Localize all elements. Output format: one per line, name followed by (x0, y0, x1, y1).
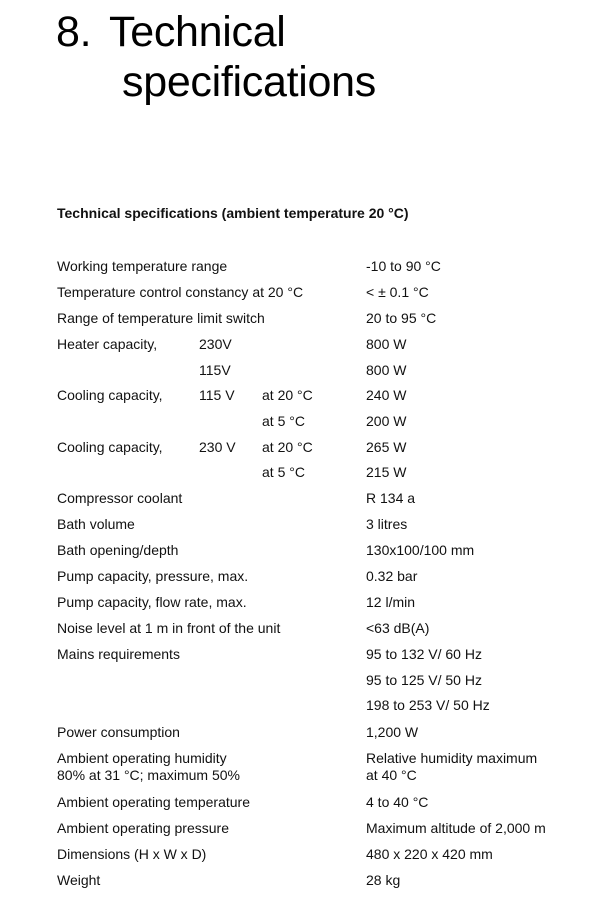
spec-label-pump-pressure: Pump capacity, pressure, max. (57, 568, 249, 584)
section-number: 8. (56, 8, 92, 56)
spec-value-coolant: R 134 a (366, 490, 416, 506)
spec-label-dimensions: Dimensions (H x W x D) (57, 846, 207, 862)
spec-cooling-115-temp-20: at 20 °C (262, 387, 313, 403)
spec-label-weight: Weight (57, 872, 101, 888)
spec-value-power: 1,200 W (366, 724, 419, 740)
spec-cooling-115-voltage: 115 V (199, 387, 235, 403)
spec-label-heater: Heater capacity, (57, 336, 158, 352)
spec-value-cooling-115-5: 200 W (366, 413, 407, 429)
spec-value-humidity-line1: Relative humidity maximum (366, 750, 538, 766)
spec-label-limit-switch: Range of temperature limit switch (57, 310, 265, 326)
spec-label-power: Power consumption (57, 724, 180, 740)
spec-label-ambient-pressure: Ambient operating pressure (57, 820, 229, 836)
spec-value-working-temp: -10 to 90 °C (366, 258, 441, 274)
spec-value-bath-volume: 3 litres (366, 516, 408, 532)
spec-cooling-230-temp-20: at 20 °C (262, 439, 313, 455)
spec-label-noise: Noise level at 1 m in front of the unit (57, 620, 281, 636)
spec-label-coolant: Compressor coolant (57, 490, 183, 506)
spec-value-limit-switch: 20 to 95 °C (366, 310, 437, 326)
spec-value-cooling-230-20: 265 W (366, 439, 407, 455)
spec-value-heater-115: 800 W (366, 362, 407, 378)
spec-label-bath-opening: Bath opening/depth (57, 542, 179, 558)
spec-label-cooling-230: Cooling capacity, (57, 439, 163, 455)
spec-label-cooling-115: Cooling capacity, (57, 387, 163, 403)
spec-heater-voltage-115: 115V (199, 362, 231, 378)
spec-cooling-230-temp-5: at 5 °C (262, 464, 305, 480)
page-title-line2: specifications (122, 58, 376, 106)
spec-label-working-temp: Working temperature range (57, 258, 228, 274)
spec-label-control-constancy: Temperature control constancy at 20 °C (57, 284, 304, 300)
table-heading: Technical specifications (ambient temperature 20 °C) (57, 205, 409, 221)
spec-heater-voltage-230: 230V (199, 336, 232, 352)
spec-value-pump-flow: 12 l/min (366, 594, 416, 610)
spec-value-ambient-temp: 4 to 40 °C (366, 794, 429, 810)
spec-cooling-115-temp-5: at 5 °C (262, 413, 305, 429)
spec-value-cooling-230-5: 215 W (366, 464, 407, 480)
spec-value-bath-opening: 130x100/100 mm (366, 542, 475, 558)
spec-value-heater-230: 800 W (366, 336, 407, 352)
page-title-line1: Technical (109, 8, 286, 56)
spec-value-dimensions: 480 x 220 x 420 mm (366, 846, 493, 862)
spec-value-humidity-line2: at 40 °C (366, 767, 417, 783)
spec-value-ambient-pressure: Maximum altitude of 2,000 m (366, 820, 546, 836)
spec-label-bath-volume: Bath volume (57, 516, 135, 532)
spec-value-control-constancy: < ± 0.1 °C (366, 284, 429, 300)
spec-value-pump-pressure: 0.32 bar (366, 568, 418, 584)
spec-value-mains-1: 95 to 132 V/ 60 Hz (366, 646, 482, 662)
spec-label-humidity-line2: 80% at 31 °C; maximum 50% (57, 767, 241, 783)
spec-cooling-230-voltage: 230 V (199, 439, 236, 455)
spec-label-pump-flow: Pump capacity, flow rate, max. (57, 594, 247, 610)
spec-label-ambient-temp: Ambient operating temperature (57, 794, 250, 810)
spec-value-mains-2: 95 to 125 V/ 50 Hz (366, 672, 482, 688)
spec-value-noise: <63 dB(A) (366, 620, 430, 636)
spec-value-cooling-115-20: 240 W (366, 387, 407, 403)
spec-value-weight: 28 kg (366, 872, 401, 888)
spec-label-humidity-line1: Ambient operating humidity (57, 750, 227, 766)
spec-value-mains-3: 198 to 253 V/ 50 Hz (366, 697, 490, 713)
spec-label-mains: Mains requirements (57, 646, 180, 662)
